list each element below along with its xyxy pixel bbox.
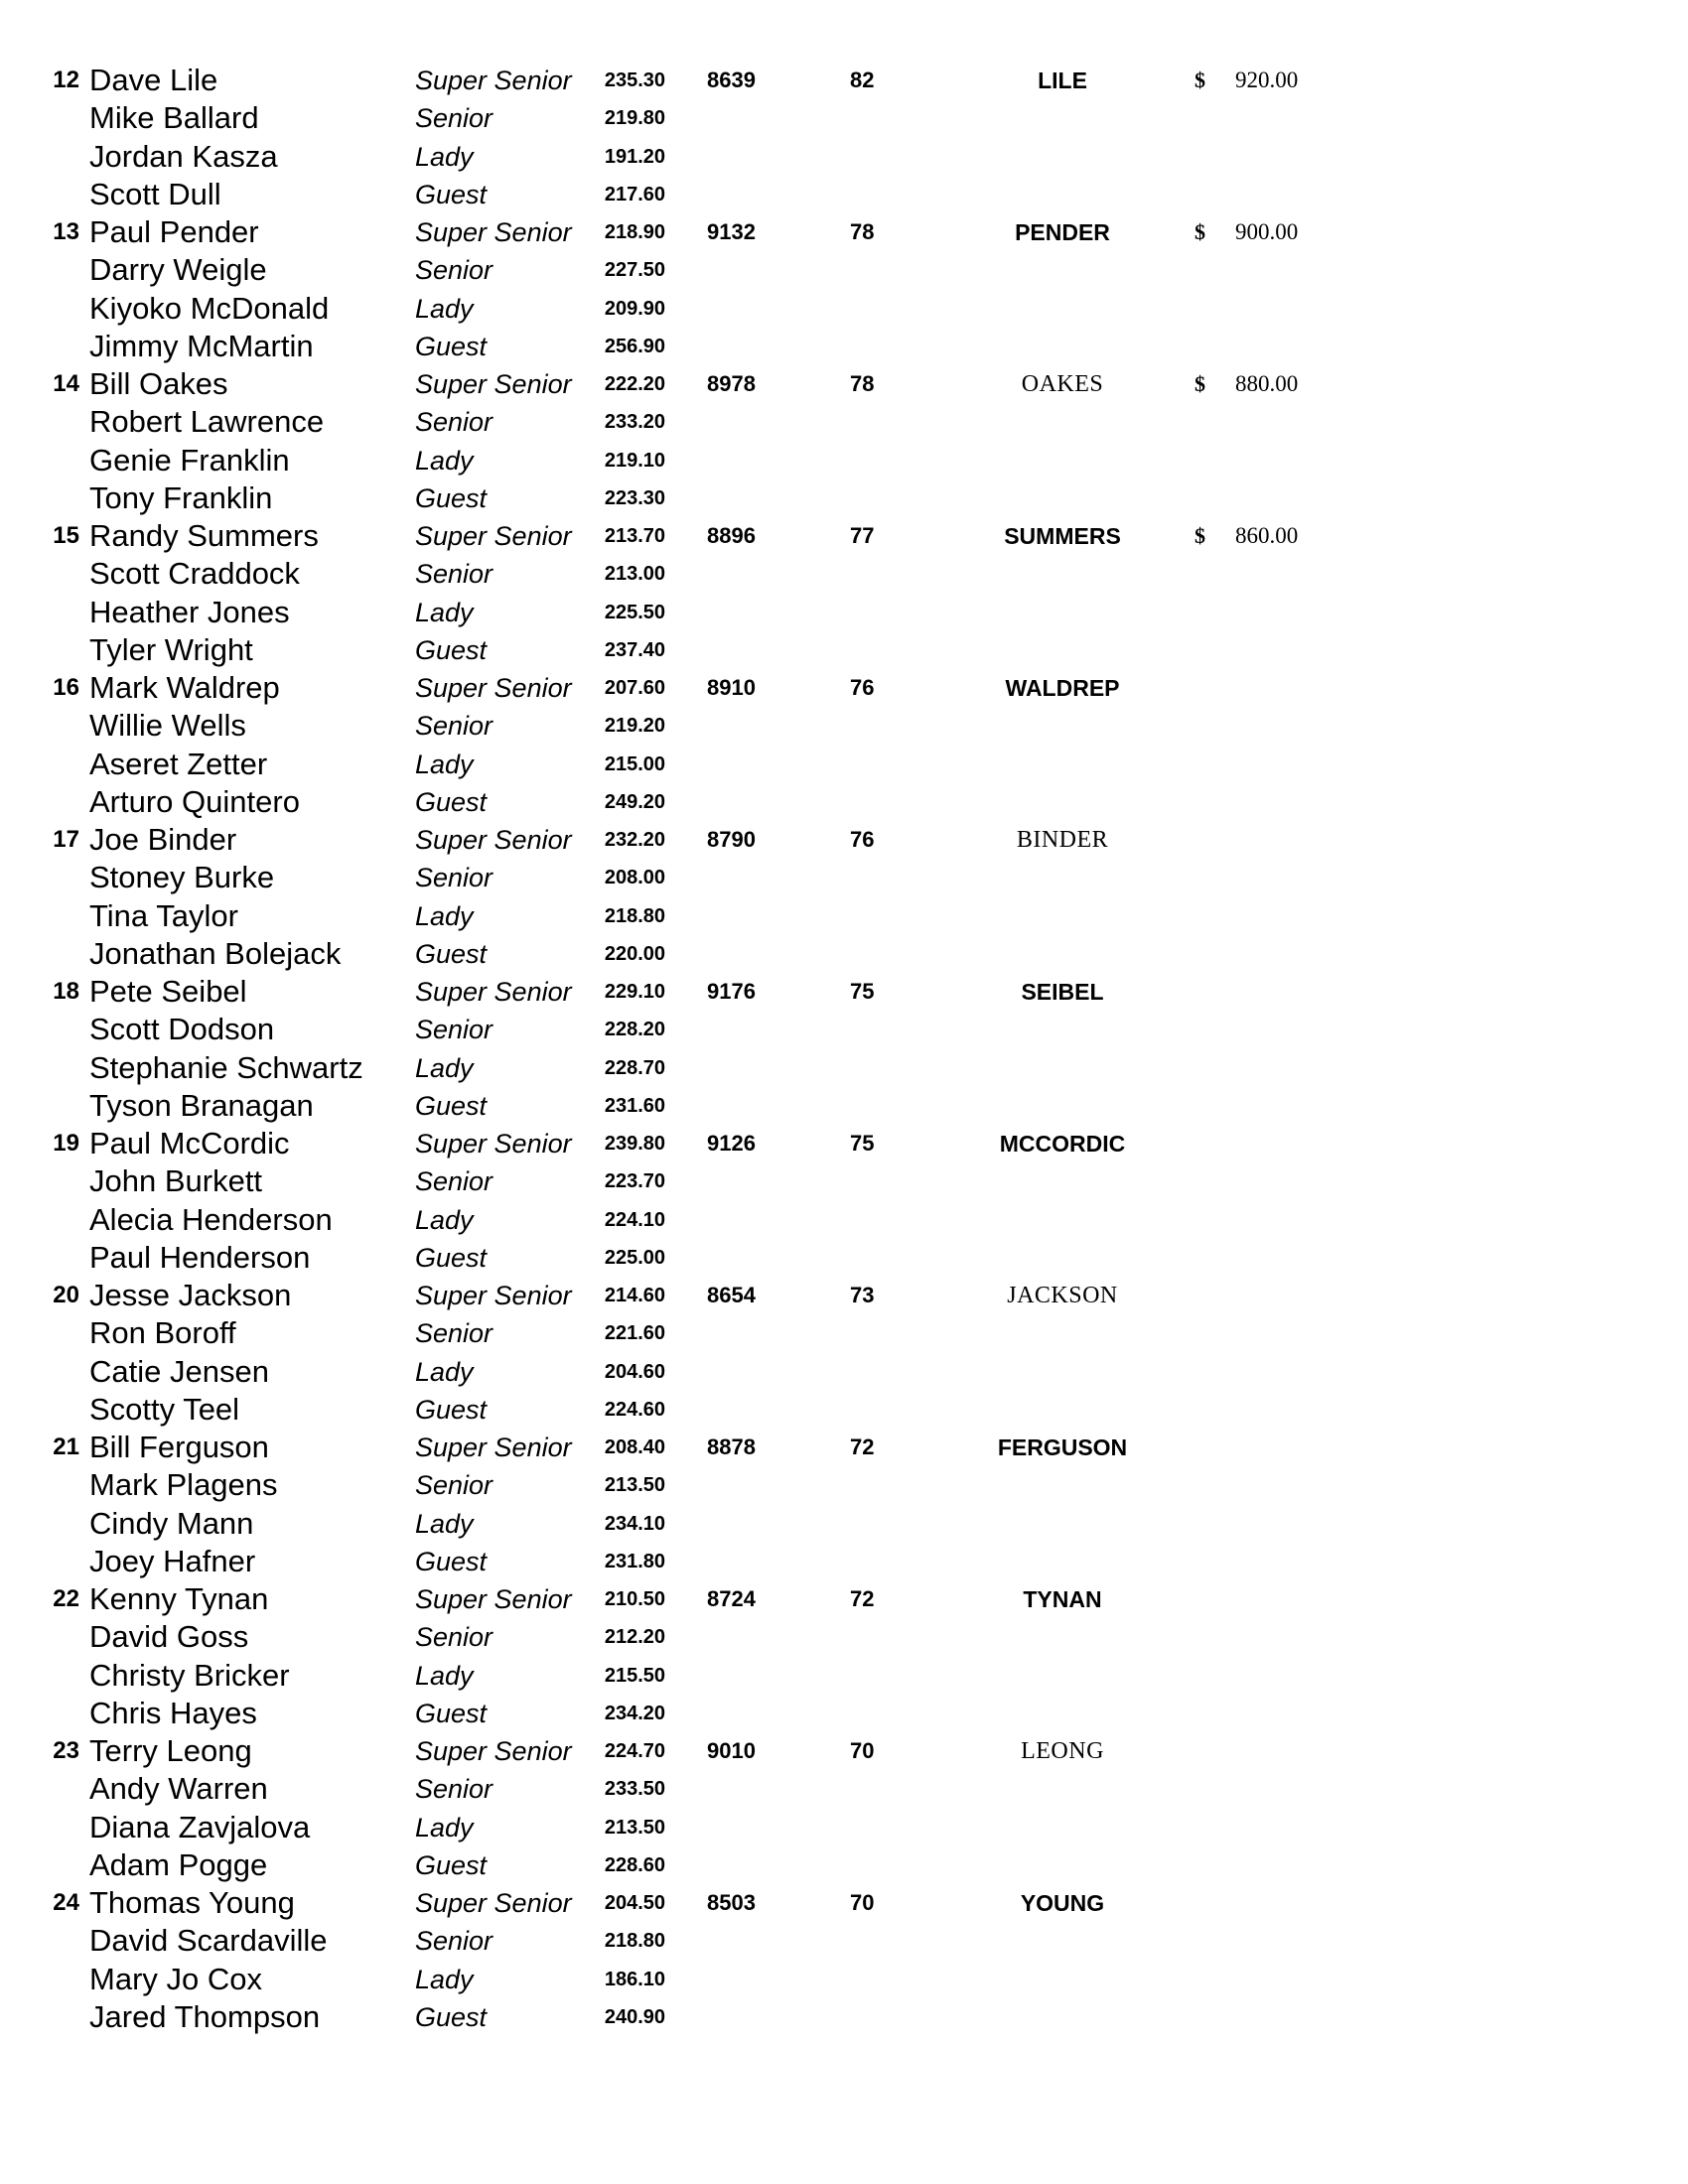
team-rank: 19	[53, 1130, 79, 1157]
player-score: 223.70	[604, 1170, 665, 1193]
team-rank: 17	[53, 826, 79, 853]
player-score: 191.20	[604, 145, 665, 168]
player-name: Dave Lile	[89, 63, 218, 97]
team-name: LEONG	[1021, 1738, 1104, 1764]
player-category: Guest	[415, 634, 488, 665]
team-block	[0, 62, 1688, 213]
team-total: 9132	[707, 219, 756, 244]
player-row	[0, 1011, 1688, 1048]
player-name: Christy Bricker	[89, 1657, 290, 1693]
team-total: 9176	[707, 979, 756, 1004]
team-rank: 12	[53, 67, 79, 93]
player-category: Senior	[415, 559, 493, 590]
player-name: Mark Waldrep	[89, 670, 280, 705]
player-score: 208.00	[604, 867, 665, 889]
player-name: Mike Ballard	[89, 100, 259, 136]
player-category: Guest	[415, 1698, 488, 1728]
player-score: 219.20	[604, 715, 665, 738]
player-row	[0, 1618, 1688, 1656]
player-row	[0, 1277, 1688, 1314]
player-name: Pete Seibel	[89, 974, 247, 1009]
player-row	[0, 442, 1688, 479]
player-row	[0, 517, 1688, 555]
team-total: 8910	[707, 675, 756, 700]
player-row	[0, 1770, 1688, 1808]
team-points: 75	[850, 979, 875, 1004]
player-name: Willie Wells	[89, 708, 246, 744]
team-points: 76	[850, 827, 875, 852]
team-name: PENDER	[1015, 219, 1110, 245]
player-score: 232.20	[604, 829, 665, 851]
player-name: Paul Pender	[89, 214, 259, 249]
team-block	[0, 213, 1688, 365]
player-name: Stephanie Schwartz	[89, 1049, 363, 1085]
player-score: 213.50	[604, 1816, 665, 1839]
player-category: Super Senior	[415, 66, 572, 95]
player-name: Stoney Burke	[89, 860, 275, 895]
player-row	[0, 1998, 1688, 2036]
prize-currency: $	[1195, 219, 1205, 244]
player-score: 213.70	[604, 525, 665, 547]
player-category: Senior	[415, 103, 493, 134]
player-name: Joe Binder	[89, 822, 237, 857]
player-score: 220.00	[604, 942, 665, 965]
player-name: Andy Warren	[89, 1771, 268, 1807]
player-row	[0, 403, 1688, 441]
team-total: 8896	[707, 523, 756, 548]
player-row	[0, 1505, 1688, 1543]
player-score: 215.50	[604, 1664, 665, 1687]
player-row	[0, 707, 1688, 745]
player-row	[0, 213, 1688, 251]
team-rank: 23	[53, 1737, 79, 1764]
player-row	[0, 479, 1688, 517]
player-name: Paul Henderson	[89, 1239, 311, 1275]
player-name: Darry Weigle	[89, 252, 267, 288]
player-row	[0, 1049, 1688, 1087]
team-rank: 16	[53, 674, 79, 701]
player-category: Super Senior	[415, 1888, 572, 1918]
player-category: Lady	[415, 1204, 474, 1235]
player-row	[0, 746, 1688, 783]
team-block	[0, 1884, 1688, 2036]
player-score: 222.20	[604, 373, 665, 395]
player-name: Aseret Zetter	[89, 746, 268, 781]
player-name: Bill Oakes	[89, 366, 228, 401]
player-row	[0, 138, 1688, 176]
player-score: 233.50	[604, 1778, 665, 1801]
team-points: 73	[850, 1283, 875, 1307]
team-rank: 21	[53, 1433, 79, 1460]
player-row	[0, 821, 1688, 859]
player-category: Senior	[415, 1318, 493, 1349]
team-name: LILE	[1038, 68, 1087, 93]
player-score: 213.00	[604, 563, 665, 586]
player-row	[0, 1087, 1688, 1125]
player-row	[0, 62, 1688, 99]
team-points: 72	[850, 1586, 875, 1611]
player-category: Lady	[415, 597, 474, 627]
player-row	[0, 365, 1688, 403]
player-category: Super Senior	[415, 369, 572, 399]
player-category: Super Senior	[415, 1736, 572, 1766]
player-category: Lady	[415, 1356, 474, 1387]
player-name: Jordan Kasza	[89, 138, 278, 174]
player-category: Guest	[415, 1242, 488, 1273]
player-name: Genie Franklin	[89, 442, 290, 478]
team-points: 82	[850, 68, 875, 92]
team-name: OAKES	[1021, 371, 1104, 397]
team-rank: 20	[53, 1282, 79, 1308]
player-row	[0, 1695, 1688, 1732]
player-category: Super Senior	[415, 825, 572, 855]
team-block	[0, 365, 1688, 517]
player-row	[0, 1657, 1688, 1695]
player-name: Scott Craddock	[89, 556, 300, 592]
player-row	[0, 1809, 1688, 1846]
team-total: 9010	[707, 1738, 756, 1763]
player-category: Senior	[415, 1015, 493, 1045]
team-total: 8978	[707, 371, 756, 396]
player-row	[0, 1580, 1688, 1618]
player-category: Lady	[415, 445, 474, 476]
prize-currency: $	[1195, 68, 1205, 92]
player-category: Super Senior	[415, 977, 572, 1007]
player-category: Guest	[415, 938, 488, 969]
player-score: 207.60	[604, 677, 665, 699]
player-row	[0, 669, 1688, 707]
team-total: 8654	[707, 1283, 756, 1307]
team-rank: 18	[53, 978, 79, 1005]
player-name: Joey Hafner	[89, 1543, 256, 1578]
player-name: David Goss	[89, 1619, 249, 1655]
player-score: 234.20	[604, 1702, 665, 1724]
player-name: Ron Boroff	[89, 1315, 236, 1351]
player-row	[0, 897, 1688, 935]
player-name: Chris Hayes	[89, 1695, 257, 1730]
player-name: Jesse Jackson	[89, 1278, 292, 1312]
player-score: 224.70	[604, 1740, 665, 1762]
team-rank: 22	[53, 1585, 79, 1612]
player-score: 249.20	[604, 790, 665, 813]
team-block	[0, 1429, 1688, 1580]
team-total: 8639	[707, 68, 756, 92]
player-score: 233.20	[604, 411, 665, 434]
player-category: Senior	[415, 1774, 493, 1805]
team-block	[0, 973, 1688, 1125]
player-row	[0, 555, 1688, 593]
player-score: 231.80	[604, 1550, 665, 1572]
player-name: Bill Ferguson	[89, 1430, 269, 1464]
player-name: Catie Jensen	[89, 1353, 269, 1389]
player-score: 209.90	[604, 297, 665, 320]
player-category: Lady	[415, 1964, 474, 1994]
team-total: 8503	[707, 1890, 756, 1915]
player-category: Guest	[415, 1394, 488, 1425]
player-row	[0, 1353, 1688, 1391]
player-row	[0, 1543, 1688, 1580]
player-row	[0, 1201, 1688, 1239]
team-name: YOUNG	[1020, 1890, 1105, 1916]
player-name: Tina Taylor	[89, 897, 238, 933]
player-name: Tony Franklin	[89, 479, 273, 515]
player-score: 228.70	[604, 1056, 665, 1079]
team-name: MCCORDIC	[999, 1131, 1126, 1157]
player-name: Scott Dull	[89, 176, 221, 211]
player-category: Guest	[415, 179, 488, 209]
player-category: Guest	[415, 1090, 488, 1121]
player-name: Arturo Quintero	[89, 783, 300, 819]
player-category: Senior	[415, 863, 493, 893]
prize-amount: 880.00	[1235, 371, 1299, 396]
player-category: Guest	[415, 1849, 488, 1880]
player-row	[0, 1922, 1688, 1960]
player-name: Terry Leong	[89, 1733, 252, 1768]
player-category: Lady	[415, 1660, 474, 1691]
team-block	[0, 1580, 1688, 1732]
player-category: Senior	[415, 1622, 493, 1653]
player-name: Cindy Mann	[89, 1505, 254, 1541]
team-name: BINDER	[1016, 827, 1109, 853]
team-points: 70	[850, 1738, 875, 1763]
player-row	[0, 1239, 1688, 1277]
team-points: 70	[850, 1890, 875, 1915]
player-score: 240.90	[604, 2005, 665, 2028]
player-category: Guest	[415, 482, 488, 513]
player-category: Senior	[415, 255, 493, 286]
player-category: Super Senior	[415, 1129, 572, 1159]
player-row	[0, 1429, 1688, 1466]
prize-amount: 860.00	[1235, 523, 1299, 548]
team-block	[0, 517, 1688, 669]
player-score: 218.90	[604, 221, 665, 243]
player-name: Heather Jones	[89, 594, 290, 629]
player-row	[0, 783, 1688, 821]
player-row	[0, 973, 1688, 1011]
player-score: 217.60	[604, 183, 665, 205]
team-rank: 15	[53, 522, 79, 549]
player-name: Mary Jo Cox	[89, 1961, 262, 1996]
player-category: Super Senior	[415, 1584, 572, 1614]
team-block	[0, 669, 1688, 821]
player-score: 208.40	[604, 1436, 665, 1458]
player-category: Guest	[415, 2001, 488, 2032]
player-name: Tyson Branagan	[89, 1087, 314, 1123]
player-score: 224.10	[604, 1208, 665, 1231]
player-row	[0, 176, 1688, 213]
player-score: 227.50	[604, 259, 665, 282]
team-name: FERGUSON	[997, 1434, 1128, 1460]
team-name: TYNAN	[1023, 1586, 1102, 1612]
player-row	[0, 328, 1688, 365]
player-score: 239.80	[604, 1133, 665, 1155]
player-name: Robert Lawrence	[89, 404, 325, 440]
player-category: Lady	[415, 141, 474, 172]
team-rank: 14	[53, 370, 79, 397]
player-score: 212.20	[604, 1626, 665, 1649]
team-name: SUMMERS	[1004, 523, 1121, 549]
player-name: Alecia Henderson	[89, 1201, 333, 1237]
player-name: Scotty Teel	[89, 1391, 240, 1427]
player-score: 229.10	[604, 981, 665, 1003]
prize-amount: 920.00	[1235, 68, 1299, 92]
team-points: 78	[850, 219, 875, 244]
player-name: Mark Plagens	[89, 1467, 278, 1503]
player-score: 223.30	[604, 486, 665, 509]
player-row	[0, 1391, 1688, 1429]
player-row	[0, 99, 1688, 137]
player-category: Super Senior	[415, 217, 572, 247]
player-score: 235.30	[604, 69, 665, 91]
player-name: Jimmy McMartin	[89, 328, 314, 363]
player-score: 221.60	[604, 1322, 665, 1345]
team-name: SEIBEL	[1021, 979, 1104, 1005]
team-block	[0, 1732, 1688, 1884]
player-category: Lady	[415, 1812, 474, 1843]
team-rank: 13	[53, 218, 79, 245]
player-name: Tyler Wright	[89, 631, 253, 667]
team-name: WALDREP	[1005, 675, 1120, 701]
player-category: Senior	[415, 1470, 493, 1501]
player-score: 228.60	[604, 1853, 665, 1876]
player-score: 224.60	[604, 1398, 665, 1421]
player-row	[0, 1466, 1688, 1504]
player-score: 213.50	[604, 1474, 665, 1497]
player-category: Guest	[415, 331, 488, 361]
player-score: 225.50	[604, 601, 665, 623]
player-category: Senior	[415, 1926, 493, 1957]
player-row	[0, 1732, 1688, 1770]
player-name: Kiyoko McDonald	[89, 290, 330, 326]
player-score: 234.10	[604, 1512, 665, 1535]
player-name: Thomas Young	[89, 1885, 295, 1920]
player-category: Lady	[415, 1508, 474, 1539]
player-category: Super Senior	[415, 1433, 572, 1462]
player-row	[0, 1846, 1688, 1884]
player-score: 186.10	[604, 1968, 665, 1990]
team-points: 77	[850, 523, 875, 548]
player-category: Senior	[415, 711, 493, 742]
player-row	[0, 1125, 1688, 1162]
player-score: 204.60	[604, 1360, 665, 1383]
team-total: 8790	[707, 827, 756, 852]
player-category: Lady	[415, 749, 474, 779]
prize-currency: $	[1195, 371, 1205, 396]
player-score: 210.50	[604, 1588, 665, 1610]
player-score: 204.50	[604, 1892, 665, 1914]
player-category: Senior	[415, 1166, 493, 1197]
player-row	[0, 1884, 1688, 1922]
player-score: 215.00	[604, 752, 665, 775]
player-row	[0, 935, 1688, 973]
player-category: Super Senior	[415, 673, 572, 703]
player-score: 214.60	[604, 1285, 665, 1306]
team-block	[0, 1125, 1688, 1277]
player-score: 237.40	[604, 638, 665, 661]
player-category: Lady	[415, 900, 474, 931]
prize-amount: 900.00	[1235, 219, 1299, 244]
team-total: 8878	[707, 1434, 756, 1459]
player-name: Diana Zavjalova	[89, 1809, 311, 1844]
player-row	[0, 594, 1688, 631]
player-score: 218.80	[604, 904, 665, 927]
player-row	[0, 251, 1688, 289]
player-category: Lady	[415, 293, 474, 324]
player-category: Guest	[415, 786, 488, 817]
team-points: 72	[850, 1434, 875, 1459]
team-total: 8724	[707, 1586, 756, 1611]
player-row	[0, 1162, 1688, 1200]
player-score: 219.80	[604, 107, 665, 130]
player-score: 231.60	[604, 1094, 665, 1117]
player-row	[0, 859, 1688, 896]
player-score: 218.80	[604, 1930, 665, 1953]
player-category: Lady	[415, 1052, 474, 1083]
player-category: Senior	[415, 407, 493, 438]
team-points: 76	[850, 675, 875, 700]
player-name: Randy Summers	[89, 518, 319, 553]
player-name: Kenny Tynan	[89, 1581, 269, 1616]
player-row	[0, 1314, 1688, 1352]
prize-currency: $	[1195, 523, 1205, 548]
player-category: Guest	[415, 1546, 488, 1576]
player-category: Super Senior	[415, 521, 572, 551]
team-points: 75	[850, 1131, 875, 1156]
team-points: 78	[850, 371, 875, 396]
player-row	[0, 631, 1688, 669]
team-block	[0, 821, 1688, 973]
player-score: 228.20	[604, 1019, 665, 1041]
player-score: 219.10	[604, 449, 665, 472]
team-total: 9126	[707, 1131, 756, 1156]
player-name: John Burkett	[89, 1163, 263, 1199]
player-row	[0, 290, 1688, 328]
player-category: Super Senior	[415, 1281, 572, 1310]
team-block	[0, 1277, 1688, 1429]
player-name: Scott Dodson	[89, 1012, 275, 1047]
player-name: Jonathan Bolejack	[89, 935, 342, 971]
player-name: Paul McCordic	[89, 1126, 290, 1160]
player-name: David Scardaville	[89, 1923, 328, 1959]
player-row	[0, 1961, 1688, 1998]
player-score: 225.00	[604, 1246, 665, 1269]
player-name: Adam Pogge	[89, 1846, 268, 1882]
player-score: 256.90	[604, 335, 665, 357]
player-name: Jared Thompson	[89, 1998, 321, 2034]
team-rank: 24	[53, 1889, 79, 1916]
team-name: JACKSON	[1007, 1283, 1118, 1308]
